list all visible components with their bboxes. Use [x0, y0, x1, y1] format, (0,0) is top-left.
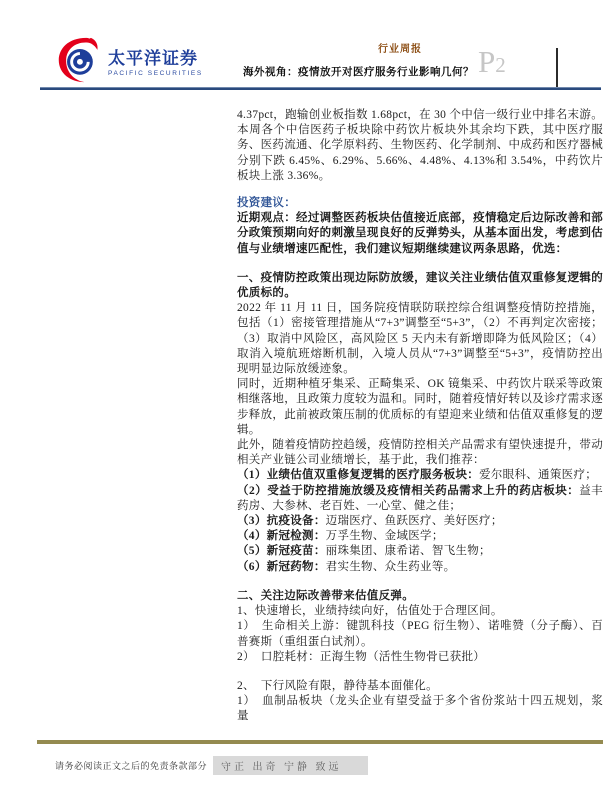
footer-motto: 守正 出奇 宁静 致远 [213, 756, 368, 775]
logo-wordmark [108, 44, 203, 77]
recommend-item-3-lead: （3）抗疫设备： [237, 515, 326, 528]
footer [55, 756, 368, 775]
paragraph-market-review: 4.37pct，跑输创业板指数 1.68pct，在 30 个中信一级行业中排名末游。本周各个中信医药子板块除中药饮片板块外其余均下跌，其中医疗服务、医药流通、化学原料药、生物医药、化学制剂、中成药和医疗器械分别下跌 6.45%、6.29%、5.66%、4.48%、4.13%和 3.54%，中药饮片板块上涨 3.36%。 [237, 109, 603, 182]
recommend-item-6-lead: （6）新冠药物： [237, 560, 326, 573]
footer-rule [37, 740, 603, 744]
recommend-item-2 [237, 484, 603, 514]
recommend-item-2-stocks: 益丰药房、大参林、老百姓、一心堂、健之佳； [237, 484, 603, 512]
section-heading-1: 一、疫情防控政策出现边际防放缓，建议关注业绩估值双重修复逻辑的优质标的。 [237, 271, 603, 300]
paragraph-procurement-policy: 同时，近期种植牙集采、正畸集采、OK 镜集采、中药饮片联采等政策相继落地，且政策力度较为温和。同时，随着疫情好转以及诊疗需求逐步释放，此前被政策压制的优质标的有望迎来业绩和估值双重修复的逻辑。 [237, 378, 603, 436]
page-title: 海外视角：疫情放开对医疗服务行业影响几何？ [243, 67, 474, 78]
pacific-securities-logo [56, 35, 203, 85]
recommend-item-4-stocks: 万孚生物、金域医学； [325, 530, 444, 543]
investment-advice-heading: 投资建议： [237, 197, 296, 210]
recommend-item-5-lead: （5）新冠疫苗： [237, 545, 326, 558]
recommend-item-3 [237, 514, 603, 529]
section-heading-2: 二、关注边际改善带来估值反弹。 [237, 589, 414, 602]
recommend-item-1 [237, 468, 603, 483]
recommend-item-5 [237, 544, 603, 559]
report-type-label: 行业周报 [378, 44, 422, 55]
report-body [237, 108, 603, 725]
paragraph-blood-products: 1） 血制品板块（龙头企业有望受益于多个省份浆站十四五规划，浆量 [237, 695, 603, 723]
header-vertical-divider [556, 48, 558, 88]
recommend-item-3-stocks: 迈瑞医疗、鱼跃医疗、美好医疗； [325, 515, 503, 528]
recommend-item-5-stocks: 丽珠集团、康希诺、智飞生物； [325, 545, 491, 558]
paragraph-downside-risk: 2、 下行风险有限，静待基本面催化。 [237, 679, 438, 692]
recommend-item-1-lead: （1）业绩估值双重修复逻辑的医疗服务板块： [237, 469, 480, 482]
recommend-item-4 [237, 529, 603, 544]
recommend-item-4-lead: （4）新冠检测： [237, 530, 326, 543]
footer-disclaimer: 请务必阅读正文之后的免责条款部分 [55, 761, 208, 771]
recommend-item-1-stocks: 爱尔眼科、通策医疗； [479, 469, 598, 482]
pacific-logo-icon [56, 35, 102, 85]
page-number-value: 2 [495, 53, 506, 77]
paragraph-growth: 1、快速增长，业绩持续向好，估值处于合理区间。 [237, 605, 503, 618]
paragraph-recent-view: 近期观点：经过调整医药板块估值接近底部，疫情稳定后边际改善和部分政策预期向好的刺激呈现良好的反弹势头，从基本面出发，考虑到估值与业绩增速匹配性，我们建议短期继续建议两条思路，优选： [237, 212, 603, 255]
paragraph-dental: 2） 口腔耗材：正海生物（活性生物骨已获批） [237, 650, 486, 663]
paragraph-policy-adjustment: 2022 年 11 月 11 日，国务院疫情联防联控综合组调整疫情防控措施，包括（1）密接管理措施从“7+3”调整至“5+3”，（2）不再判定次密接；（3）取消中风险区，高风险区 5 天内未有新增即降为低风险区；（4）取消入境航班熔断机制，入境人员从“7+3”调整至“5+3”，疫情防控出现明显边际放缓迹象。 [237, 302, 603, 376]
header-rule [40, 87, 601, 90]
logo-chinese-name: 太平洋证券 [108, 48, 198, 68]
recommend-item-2-lead: （2）受益于防控措施放缓及疫情相关药品需求上升的药店板块： [237, 484, 580, 497]
paragraph-upstream: 1） 生命相关上游：键凯科技（PEG 衍生物）、诺唯赞（分子酶）、百普赛斯（重组蛋白试剂）。 [237, 620, 603, 648]
logo-english-name: PACIFIC SECURITIES [108, 69, 203, 77]
page-number [478, 44, 506, 80]
paragraph-recommendation-intro: 此外，随着疫情防控趋缓，疫情防控相关产品需求有望快速提升，带动相关产业链公司业绩增长，基于此，我们推荐： [237, 439, 603, 467]
recommend-item-6 [237, 560, 603, 575]
page-number-letter: P [478, 44, 496, 79]
recommend-item-6-stocks: 君实生物、众生药业等。 [325, 560, 456, 573]
